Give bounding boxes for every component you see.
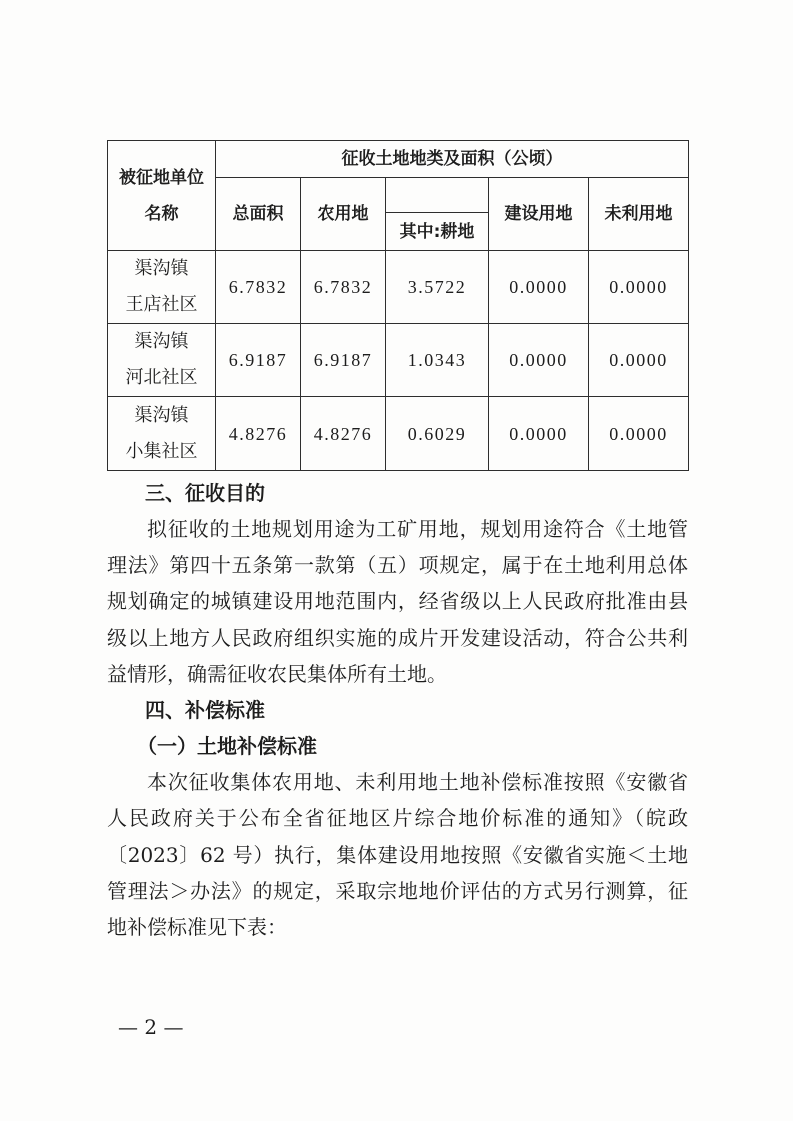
cell-construction-land: 0.0000 (489, 324, 589, 397)
header-total-area: 总面积 (216, 178, 301, 251)
table-row (108, 397, 689, 471)
cell-town: 渠沟镇 (134, 331, 189, 352)
cell-town: 渠沟镇 (134, 404, 189, 426)
header-construction-land: 建设用地 (489, 178, 589, 251)
cell-cultivated-land: 3.5722 (386, 251, 489, 324)
cell-town: 渠沟镇 (134, 258, 189, 279)
cell-community: 小集社区 (125, 440, 198, 462)
cell-unit-name (108, 397, 216, 471)
paragraph-line: 规划确定的城镇建设用地范围内，经省级以上人民政府批准由县 (107, 589, 688, 614)
paragraph-line: 益情形，确需征收农民集体所有土地。 (107, 661, 447, 686)
cell-unused-land: 0.0000 (589, 397, 689, 471)
cell-construction-land: 0.0000 (489, 397, 589, 471)
section-heading-compensation: 四、补偿标准 (145, 697, 265, 722)
cell-community: 河北社区 (125, 367, 198, 388)
header-unused-land: 未利用地 (589, 178, 689, 251)
cell-agricultural-land: 4.8276 (301, 397, 386, 471)
paragraph-line: 级以上地方人民政府组织实施的成片开发建设活动，符合公共利 (107, 625, 688, 650)
cell-unused-land: 0.0000 (589, 251, 689, 324)
paragraph-line: 人民政府关于公布全省征地区片综合地价标准的通知》（皖政 (107, 806, 688, 831)
cell-cultivated-land: 1.0343 (386, 324, 489, 397)
body-text (107, 475, 688, 945)
cell-agricultural-land: 6.7832 (301, 251, 386, 324)
header-agricultural-land: 农用地 (301, 178, 386, 251)
subsection-heading-land-compensation: （一）土地补偿标准 (137, 734, 317, 759)
cell-construction-land: 0.0000 (489, 251, 589, 324)
cell-cultivated-land: 0.6029 (386, 397, 489, 471)
header-cultivated-spacer (386, 178, 489, 213)
page-number: — 2 — (118, 1015, 184, 1039)
header-unit-name-line: 名称 (144, 203, 179, 224)
land-acquisition-table (107, 140, 689, 471)
cell-unit-name (108, 324, 216, 397)
cell-total-area: 6.7832 (216, 251, 301, 324)
header-unit-name-line: 被征地单位 (119, 167, 204, 188)
header-cultivated-land: 其中:耕地 (386, 213, 489, 251)
header-land-category-area: 征收土地地类及面积（公顷） (216, 141, 689, 178)
table-row (108, 251, 689, 324)
cell-unused-land: 0.0000 (589, 324, 689, 397)
cell-community: 王店社区 (125, 294, 198, 315)
section-heading-purpose: 三、征收目的 (145, 481, 265, 505)
paragraph-line: 〔2023〕62 号）执行，集体建设用地按照《安徽省实施＜土地 (107, 842, 688, 867)
header-unit-name (108, 141, 216, 251)
paragraph-line: 拟征收的土地规划用途为工矿用地，规划用途符合《土地管 (147, 517, 688, 542)
cell-total-area: 6.9187 (216, 324, 301, 397)
paragraph-line: 管理法＞办法》的规定，采取宗地地价评估的方式另行测算，征 (107, 878, 688, 903)
paragraph-line: 理法》第四十五条第一款第（五）项规定，属于在土地利用总体 (107, 553, 688, 578)
cell-agricultural-land: 6.9187 (301, 324, 386, 397)
cell-total-area: 4.8276 (216, 397, 301, 471)
table-row (108, 324, 689, 397)
paragraph-line: 地补偿标准见下表： (107, 914, 287, 939)
paragraph-line: 本次征收集体农用地、未利用地土地补偿标准按照《安徽省 (147, 770, 688, 795)
cell-unit-name (108, 251, 216, 324)
